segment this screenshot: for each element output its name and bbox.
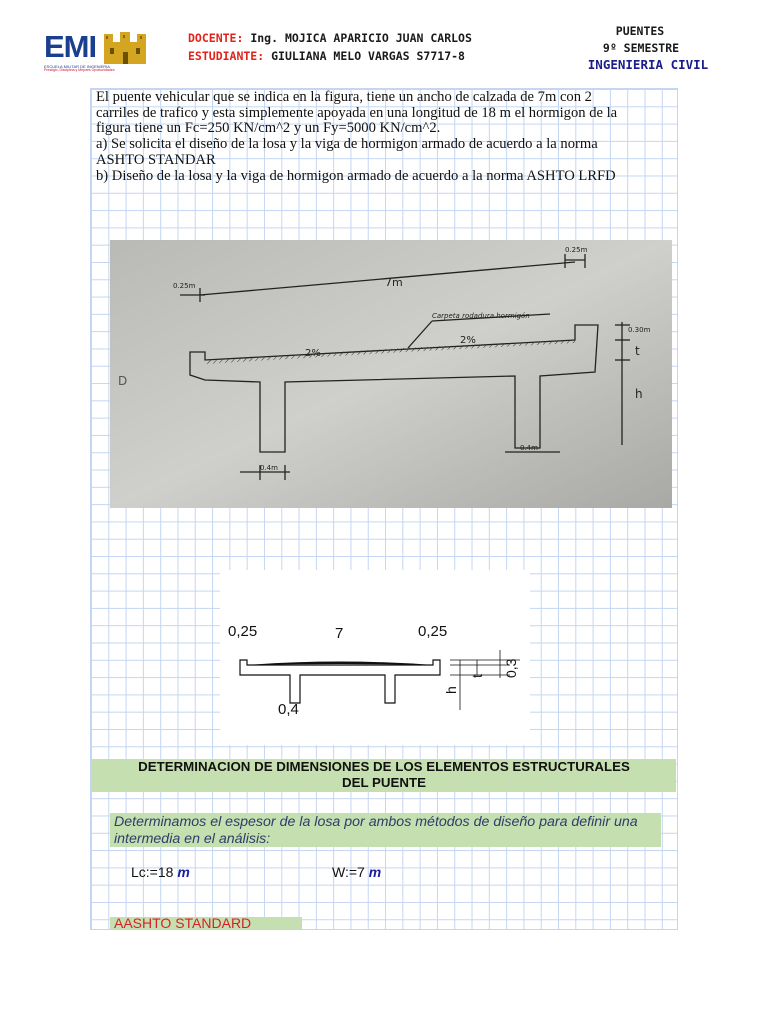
estudiante-label: ESTUDIANTE: — [188, 49, 265, 63]
method-note: Determinamos el espesor de la losa por ambos métodos de diseño para definir una intermedia en el análisis: — [114, 814, 638, 847]
slope-left: 2% — [305, 348, 321, 359]
grid-paper — [90, 88, 678, 930]
problem-line: b) Diseño de la losa y la viga de hormigon armado de acuerdo a la norma ASHTO LRFD — [96, 167, 616, 184]
sketch-t: t — [469, 674, 485, 678]
sketch-beam: 0,4 — [278, 701, 299, 718]
dim-side-right: 0.25m — [565, 246, 588, 254]
estudiante-name: GIULIANA MELO VARGAS S7717-8 — [271, 49, 465, 63]
problem-line: carriles de trafico y esta simplemente apoyada en una longitud de 18 m el hormigon de la — [96, 104, 618, 121]
castle-icon — [102, 32, 148, 64]
curb-height-label: 0.30m — [628, 326, 651, 334]
t-label: t — [635, 344, 640, 358]
lc-op: := — [145, 864, 158, 880]
logo-subtitle: ESCUELA MILITAR DE INGENIERIA — [44, 64, 110, 69]
h-label: h — [635, 387, 643, 401]
beam-left-label: 0.4m — [260, 464, 278, 472]
estudiante-line — [188, 49, 465, 63]
lc-unit: m — [177, 864, 190, 880]
section-title — [92, 759, 676, 791]
carpeta-label: Carpeta rodadura hormigón — [432, 312, 530, 320]
lc-label: Lc — [131, 864, 146, 880]
section-title-line: DEL PUENTE — [342, 775, 426, 790]
dim-side-left: 0.25m — [173, 282, 196, 290]
career: INGENIERIA CIVIL — [587, 57, 709, 72]
lc-definition — [131, 864, 190, 880]
dim-width-label: 7m — [385, 276, 403, 289]
subsection-title: AASHTO STANDARD — [114, 915, 252, 931]
docente-label: DOCENTE: — [188, 31, 244, 45]
logo-tagline: Prestigio, Disciplina y Mejores Oportunidades — [44, 68, 115, 72]
w-definition — [332, 864, 381, 880]
problem-line: figura tiene un Fc=250 KN/cm^2 y un Fy=5000 KN/cm^2. — [96, 120, 441, 137]
section-title-line: DETERMINACION DE DIMENSIONES DE LOS ELEMENTOS ESTRUCTURALES — [138, 759, 630, 774]
w-op: := — [344, 864, 358, 880]
beam-right-label: 0.4m — [520, 444, 538, 452]
bridge-sketch-photo — [110, 240, 672, 508]
sketch-right: 0,25 — [418, 623, 448, 640]
bridge-cad-sketch — [220, 570, 530, 745]
course-name: PUENTES — [615, 24, 665, 38]
w-unit: m — [368, 864, 382, 880]
emi-logo — [44, 30, 152, 72]
lc-value: 18 — [157, 864, 174, 880]
sketch-left: 0,25 — [228, 623, 258, 640]
w-value: 7 — [357, 864, 365, 880]
w-label: W — [332, 864, 345, 880]
semester: 9º SEMESTRE — [602, 41, 680, 55]
docente-name: Ing. MOJICA APARICIO JUAN CARLOS — [250, 31, 472, 45]
problem-statement — [96, 90, 666, 184]
problem-line: ASHTO STANDAR — [96, 151, 216, 168]
problem-line: a) Se solicita el diseño de la losa y la viga de hormigon armado de acuerdo a la norma — [96, 136, 598, 153]
slope-right: 2% — [460, 335, 476, 346]
sketch-curb: 0,3 — [503, 658, 519, 678]
sketch-h: h — [443, 686, 459, 694]
problem-line: El puente vehicular que se indica en la figura, tiene un ancho de calzada de 7m con 2 — [96, 89, 592, 105]
sketch-center: 7 — [335, 625, 344, 642]
logo-text: EMI — [44, 29, 97, 64]
docente-line — [188, 31, 472, 45]
side-mark: D — [118, 374, 128, 388]
